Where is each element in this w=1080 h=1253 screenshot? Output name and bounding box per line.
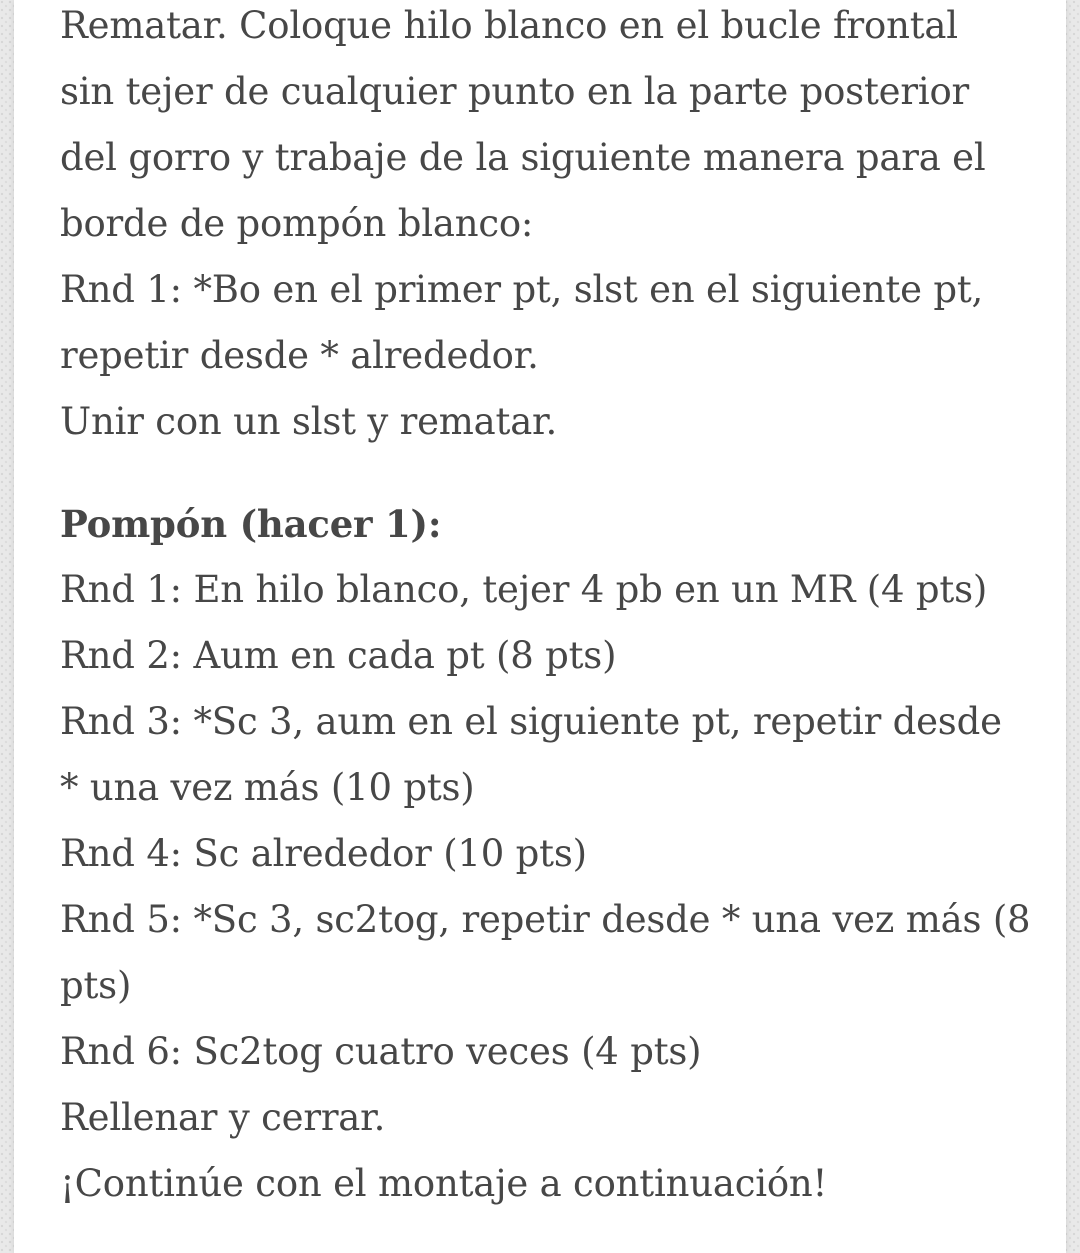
- pompon-line: pts): [60, 964, 132, 1007]
- intro-line: sin tejer de cualquier punto en la parte posterior: [60, 70, 970, 113]
- pompon-line: Rnd 3: *Sc 3, aum en el siguiente pt, repetir desde: [60, 700, 1002, 743]
- pompon-line: * una vez más (10 pts): [60, 766, 475, 809]
- intro-line: repetir desde * alrededor.: [60, 334, 539, 377]
- pompon-line: Rnd 1: En hilo blanco, tejer 4 pb en un MR (4 pts): [60, 568, 988, 611]
- intro-line: Rematar. Coloque hilo blanco en el bucle frontal: [60, 4, 958, 47]
- paragraph-spacer: [60, 455, 1050, 491]
- pompon-line: Rnd 5: *Sc 3, sc2tog, repetir desde * una vez más (8: [60, 898, 1031, 941]
- pompon-line: Rellenar y cerrar.: [60, 1096, 386, 1139]
- article-body: [60, 0, 1050, 1217]
- intro-line: del gorro y trabaje de la siguiente manera para el: [60, 136, 986, 179]
- pompon-line: Rnd 6: Sc2tog cuatro veces (4 pts): [60, 1030, 702, 1073]
- pompon-line: Rnd 4: Sc alrededor (10 pts): [60, 832, 587, 875]
- content-card: [14, 0, 1066, 1253]
- intro-line: borde de pompón blanco:: [60, 202, 534, 245]
- pompon-heading: Pompón (hacer 1):: [60, 502, 442, 546]
- pompon-line: ¡Continúe con el montaje a continuación!: [60, 1162, 828, 1205]
- pompon-line: Rnd 2: Aum en cada pt (8 pts): [60, 634, 617, 677]
- intro-line: Unir con un slst y rematar.: [60, 400, 558, 443]
- intro-line: Rnd 1: *Bo en el primer pt, slst en el siguiente pt,: [60, 268, 984, 311]
